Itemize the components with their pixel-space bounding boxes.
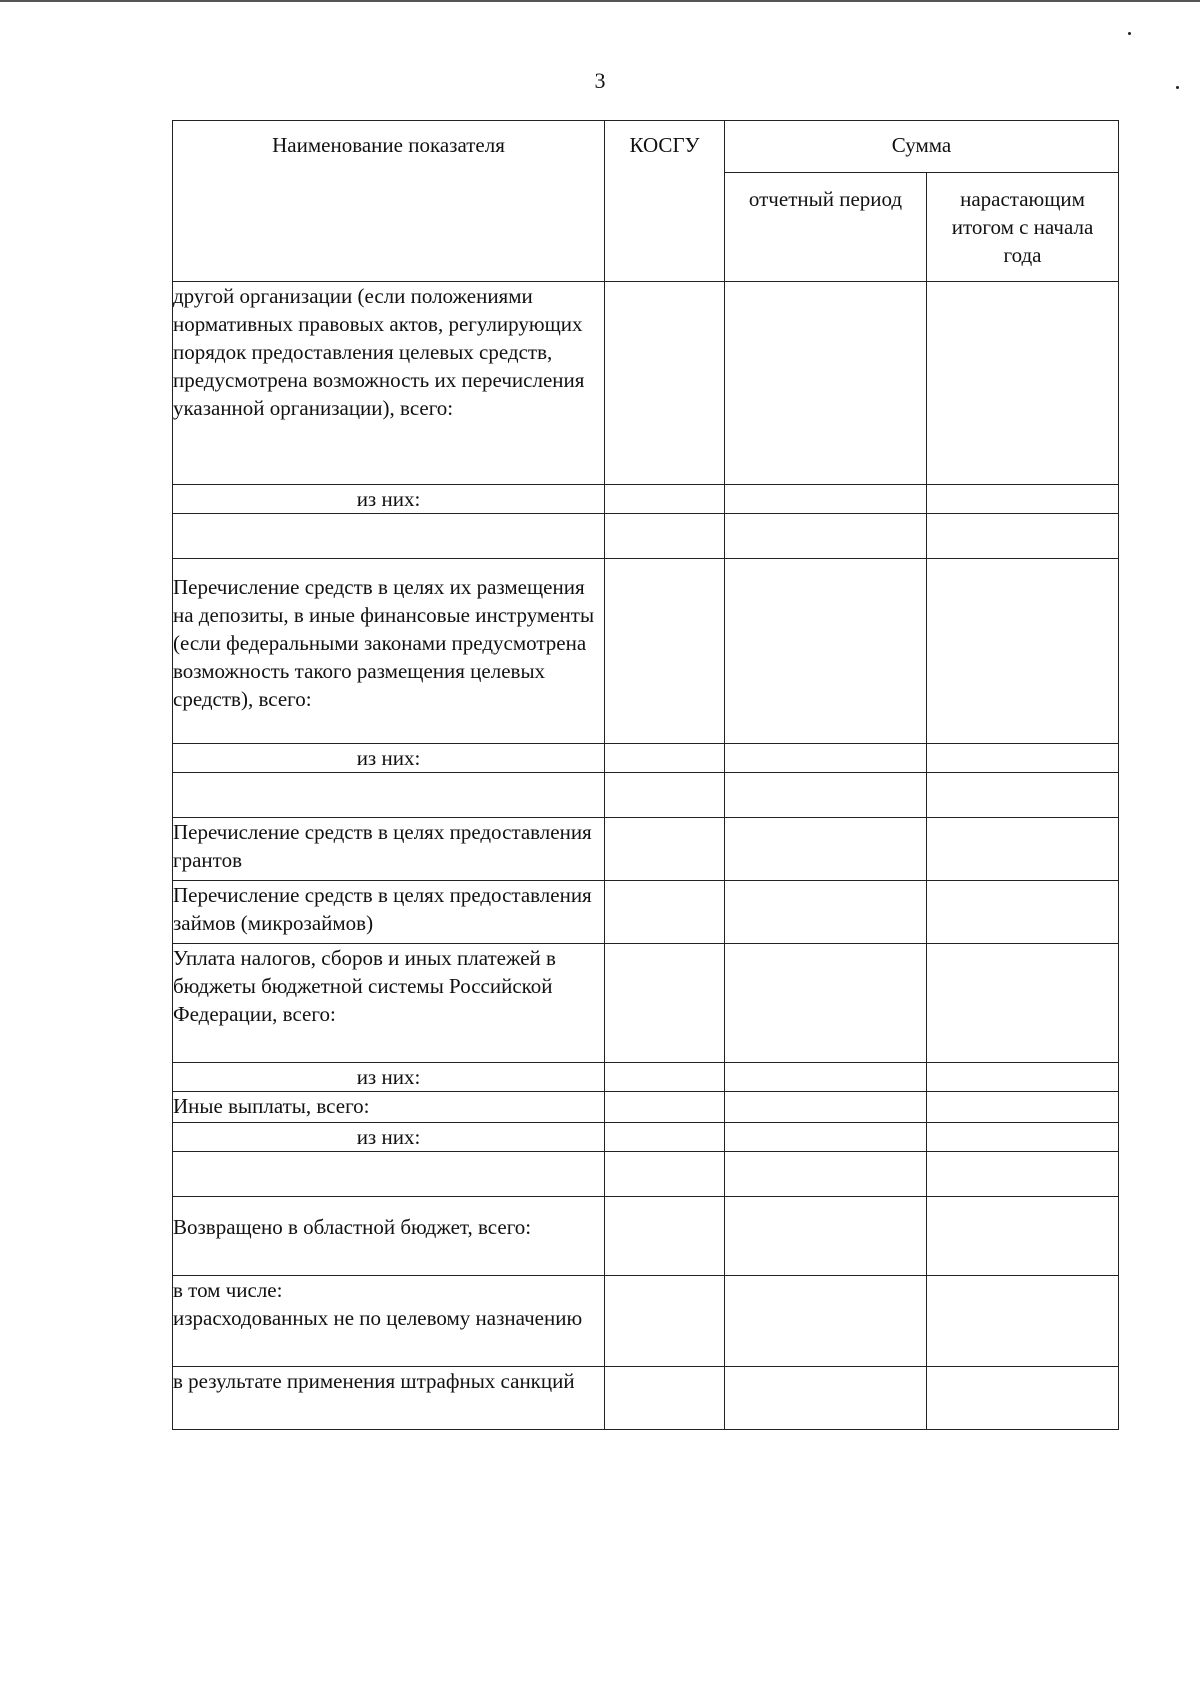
report-table (172, 120, 1119, 1430)
row-label (173, 1152, 605, 1197)
row-label: Перечисление средств в целях предоставления грантов (173, 818, 605, 881)
header-row-1 (173, 121, 1119, 173)
table-row (173, 773, 1119, 818)
table-row (173, 485, 1119, 514)
kosgu-cell (605, 282, 725, 485)
period-cell (725, 1063, 927, 1092)
kosgu-cell (605, 1197, 725, 1276)
period-cell (725, 818, 927, 881)
cumulative-cell (927, 1092, 1119, 1123)
table-row (173, 744, 1119, 773)
table-row (173, 1123, 1119, 1152)
kosgu-cell (605, 944, 725, 1063)
kosgu-cell (605, 1092, 725, 1123)
row-label: другой организации (если положениями нормативных правовых актов, регулирующих порядок предоставления целевых средств, предусмотрена возможность их перечисления указанной организации), всего: (173, 282, 605, 485)
table-row (173, 514, 1119, 559)
period-cell (725, 881, 927, 944)
table-row (173, 818, 1119, 881)
table-row (173, 1092, 1119, 1123)
row-label: Иные выплаты, всего: (173, 1092, 605, 1123)
cumulative-cell (927, 1276, 1119, 1367)
table-row (173, 559, 1119, 744)
header-period: отчетный период (725, 172, 927, 281)
cumulative-cell (927, 881, 1119, 944)
table-row (173, 1063, 1119, 1092)
kosgu-cell (605, 818, 725, 881)
cumulative-cell (927, 1367, 1119, 1430)
row-label (173, 514, 605, 559)
kosgu-cell (605, 485, 725, 514)
cumulative-cell (927, 485, 1119, 514)
table-row (173, 881, 1119, 944)
period-cell (725, 944, 927, 1063)
kosgu-cell (605, 1367, 725, 1430)
table-row (173, 282, 1119, 485)
row-label: из них: (173, 485, 605, 514)
period-cell (725, 744, 927, 773)
row-label: Перечисление средств в целях предоставления займов (микрозаймов) (173, 881, 605, 944)
period-cell (725, 1367, 927, 1430)
kosgu-cell (605, 881, 725, 944)
kosgu-cell (605, 1063, 725, 1092)
period-cell (725, 1152, 927, 1197)
cumulative-cell (927, 559, 1119, 744)
cumulative-cell (927, 1152, 1119, 1197)
period-cell (725, 773, 927, 818)
period-cell (725, 485, 927, 514)
row-label: Возвращено в областной бюджет, всего: (173, 1197, 605, 1276)
cumulative-cell (927, 1197, 1119, 1276)
kosgu-cell (605, 1123, 725, 1152)
kosgu-cell (605, 744, 725, 773)
cumulative-cell (927, 944, 1119, 1063)
top-border-line (0, 0, 1200, 2)
period-cell (725, 1092, 927, 1123)
kosgu-cell (605, 514, 725, 559)
cumulative-cell (927, 773, 1119, 818)
cumulative-cell (927, 744, 1119, 773)
kosgu-cell (605, 559, 725, 744)
period-cell (725, 559, 927, 744)
header-kosgu: КОСГУ (605, 121, 725, 282)
row-label: в результате применения штрафных санкций (173, 1367, 605, 1430)
cumulative-cell (927, 818, 1119, 881)
header-name: Наименование показателя (173, 121, 605, 282)
table-row (173, 1276, 1119, 1367)
row-label: Перечисление средств в целях их размещения на депозиты, в иные финансовые инструменты (если федеральными законами предусмотрена возможность такого размещения целевых средств), всего: (173, 559, 605, 744)
period-cell (725, 282, 927, 485)
cumulative-cell (927, 1063, 1119, 1092)
row-label: из них: (173, 1123, 605, 1152)
kosgu-cell (605, 773, 725, 818)
header-cumulative: нарастающим итогом с начала года (927, 172, 1119, 281)
row-label: из них: (173, 1063, 605, 1092)
row-label: из них: (173, 744, 605, 773)
period-cell (725, 514, 927, 559)
kosgu-cell (605, 1276, 725, 1367)
period-cell (725, 1123, 927, 1152)
page-number: 3 (594, 68, 606, 93)
kosgu-cell (605, 1152, 725, 1197)
cumulative-cell (927, 1123, 1119, 1152)
table-row (173, 1152, 1119, 1197)
row-label: Уплата налогов, сборов и иных платежей в бюджеты бюджетной системы Российской Федерации, всего: (173, 944, 605, 1063)
row-label (173, 773, 605, 818)
period-cell (725, 1197, 927, 1276)
cumulative-cell (927, 282, 1119, 485)
table-row (173, 1367, 1119, 1430)
table-row (173, 944, 1119, 1063)
cumulative-cell (927, 514, 1119, 559)
header-sum: Сумма (725, 121, 1119, 173)
table-row (173, 1197, 1119, 1276)
period-cell (725, 1276, 927, 1367)
scan-speck (1128, 32, 1131, 35)
row-label: в том числе: израсходованных не по целевому назначению (173, 1276, 605, 1367)
